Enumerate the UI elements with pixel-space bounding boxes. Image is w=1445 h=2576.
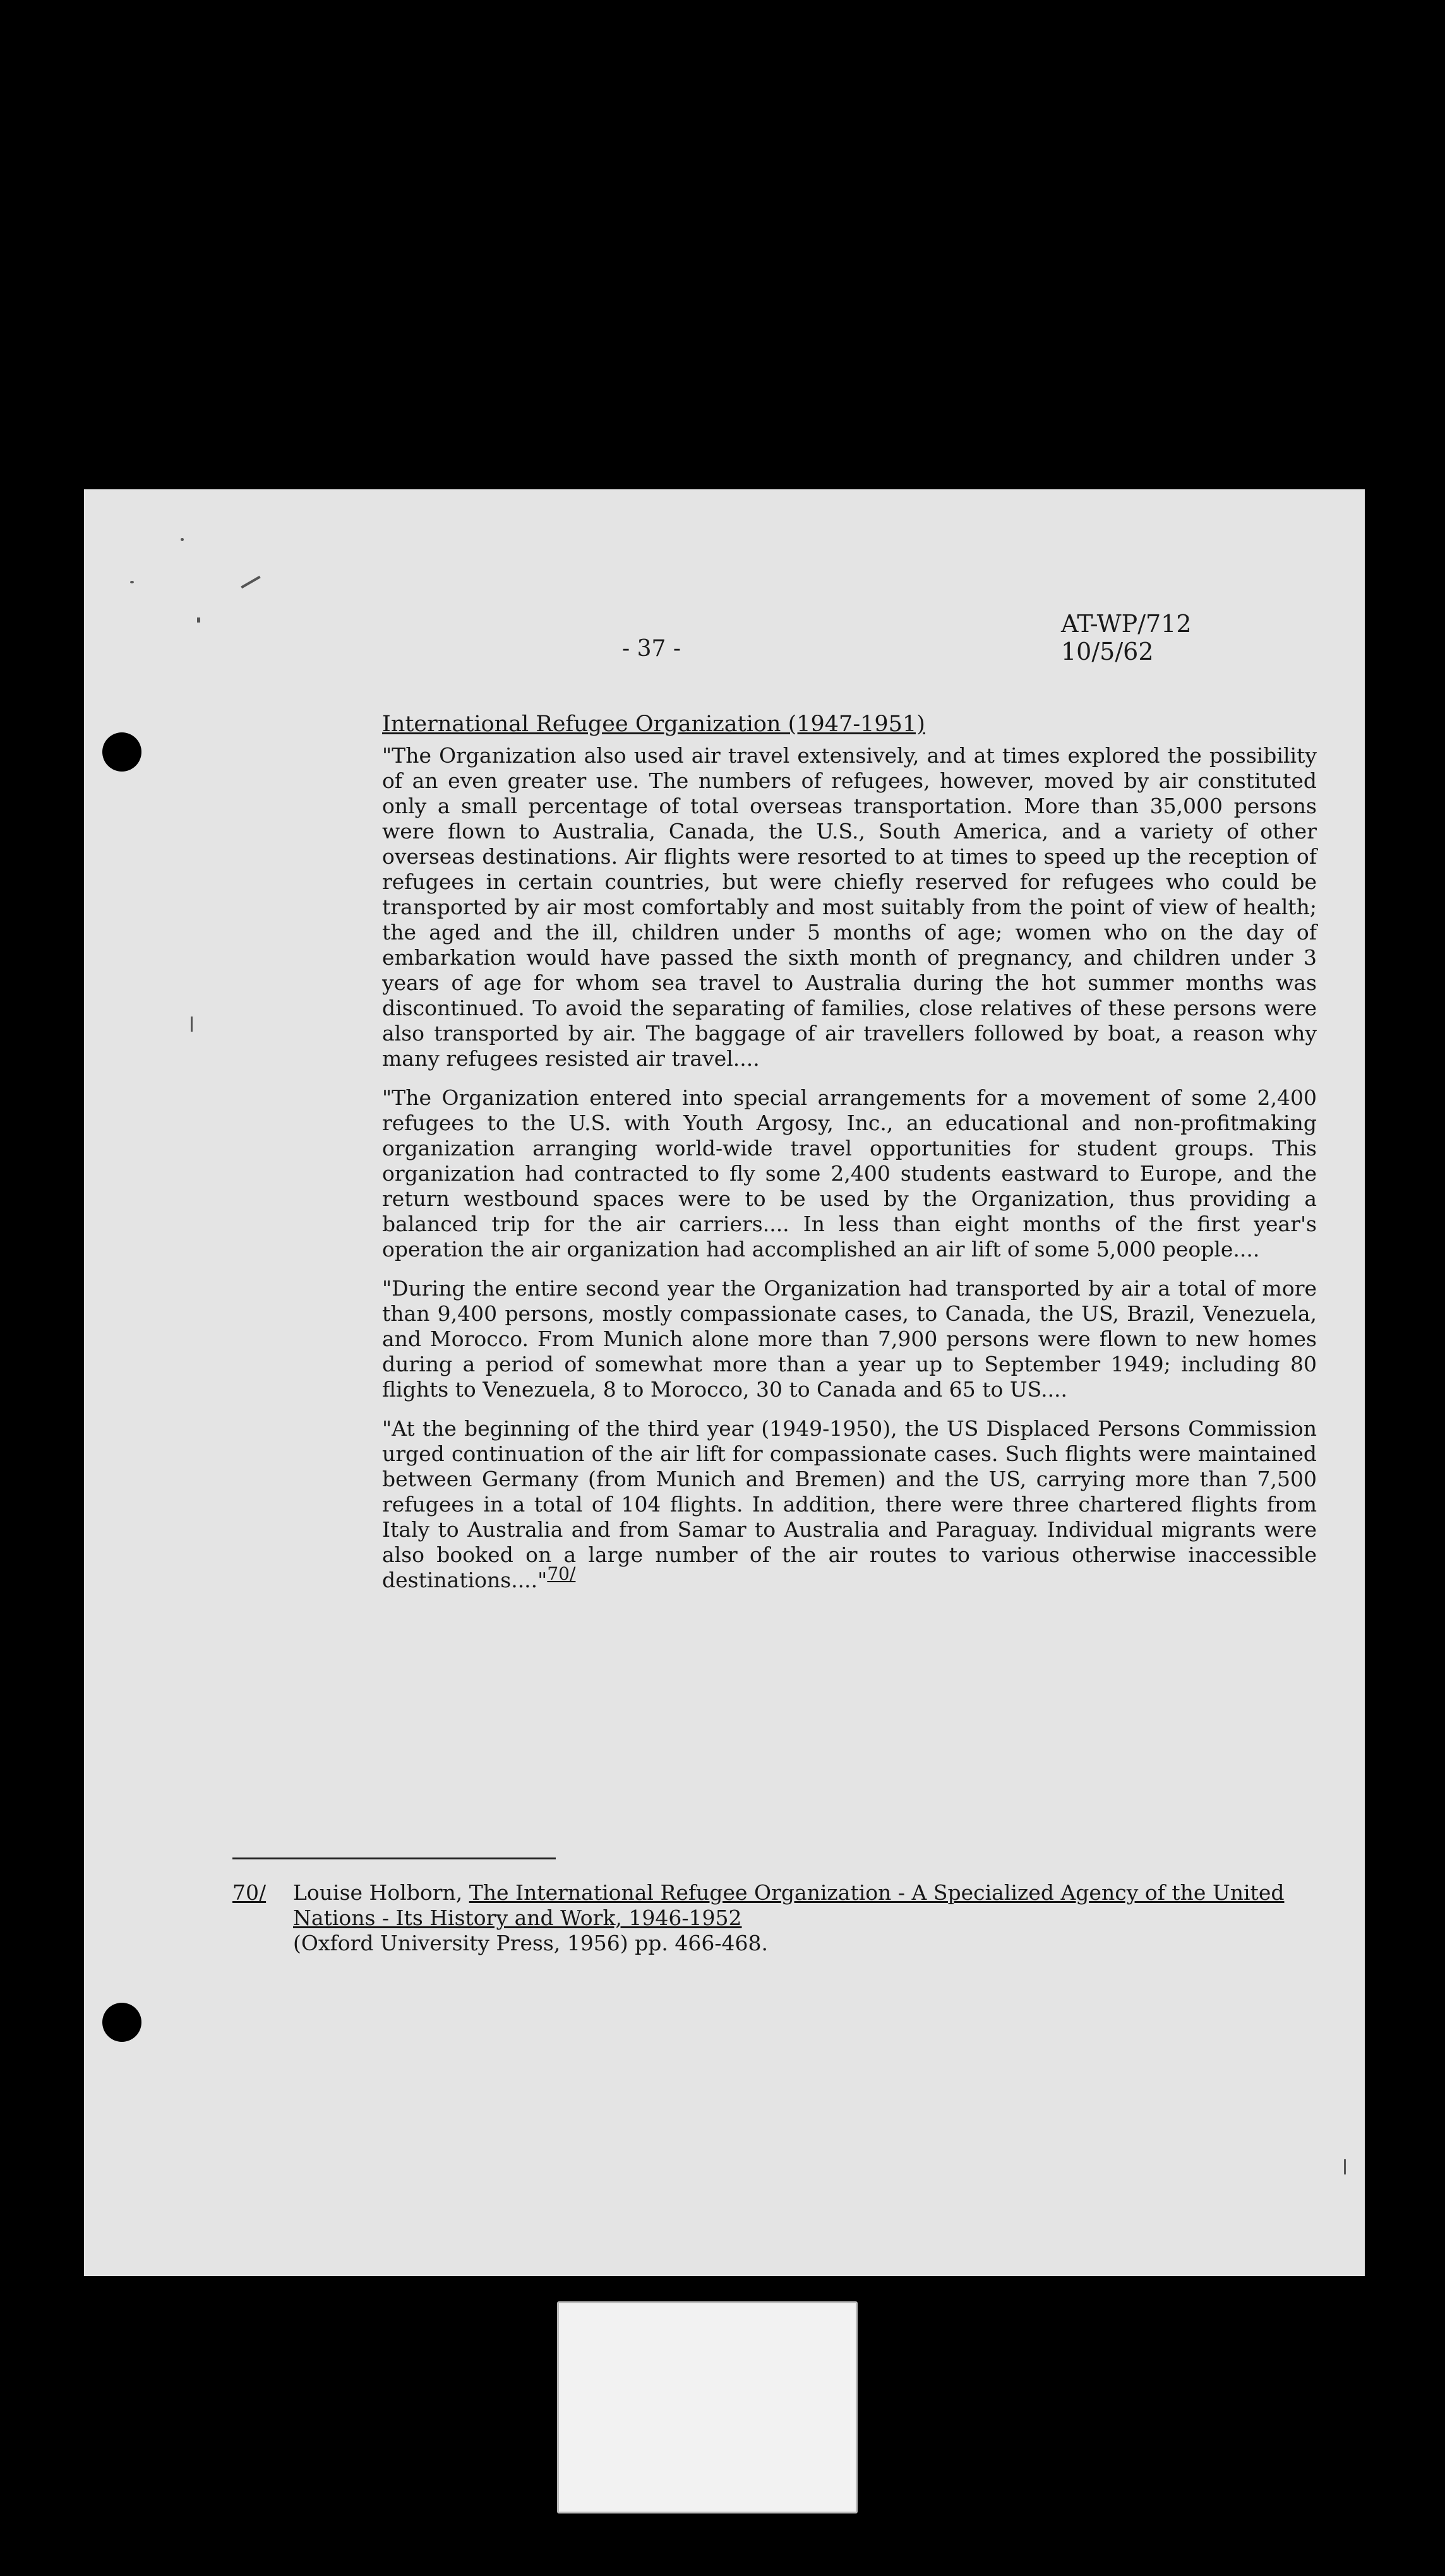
speck-mark: [181, 538, 184, 541]
speck-mark: [191, 1017, 193, 1032]
footnote-publisher: (Oxford University Press, 1956) pp. 466-468.: [293, 1931, 769, 1955]
paragraph-1: "The Organization also used air travel extensively, and at times explored the possibility of an even greater use. The numbers of refugees, however, moved by air constituted only a small percentage of total overseas transportation. More than 35,000 persons were flown to Australia, Canada, the U.S., South America, and a variety of other overseas destinations. Air flights were resorted to at times to speed up the reception of refugees in certain countries, but were chiefly reserved for refugees who could be transported by air most comfortably and most suitably from the point of view of health; the aged and the ill, children under 5 months of age; women who on the day of embarkation would have passed the sixth month of pregnancy, and children under 3 years of age for whom sea travel to Australia during the hot summer months was discontinued. To avoid the separating of families, close relatives of these persons were also transported by air. The baggage of air travellers followed by boat, a reason why many refugees resisted air travel....: [382, 743, 1317, 1071]
paragraph-4: [382, 1416, 1317, 1593]
paragraph-3: "During the entire second year the Organization had transported by air a total of more than 9,400 persons, mostly compassionate cases, to Canada, the US, Brazil, Venezuela, and Morocco. From Munich alone more than 7,900 persons were flown to new homes during a period of somewhat more than a year up to September 1949; including 80 flights to Venezuela, 8 to Morocco, 30 to Canada and 65 to US....: [382, 1276, 1317, 1402]
speck-mark: [197, 617, 200, 623]
document-meta: [1061, 610, 1192, 665]
footnote-divider: [232, 1857, 556, 1859]
document-id: AT-WP/712: [1061, 610, 1192, 638]
speck-mark: [130, 581, 134, 583]
paragraph-2: "The Organization entered into special arrangements for a movement of some 2,400 refugees to the U.S. with Youth Argosy, Inc., an educational and non-profitmaking organization arranging world-wide travel opportunities for student groups. This organization had contracted to fly some 2,400 students eastward to Europe, and the return westbound spaces were to be used by the Organization, thus providing a balanced trip for the air carriers.... In less than eight months of the first year's operation the air organization had accomplished an air lift of some 5,000 people....: [382, 1085, 1317, 1261]
punch-hole-bottom: [102, 2003, 141, 2042]
footnote-title: The International Refugee Organization - A Specialized Agency of the United Nations - Its History and Work, 1946-1952: [293, 1880, 1285, 1930]
section-title: International Refugee Organization (1947-1951): [382, 712, 925, 737]
microfilm-target-card: [557, 2301, 858, 2513]
footnote-reference: 70/: [547, 1563, 576, 1584]
footnote-author: Louise Holborn,: [293, 1880, 469, 1905]
page-number: - 37 -: [622, 636, 681, 662]
footnote-marker: 70/: [232, 1880, 267, 1905]
punch-hole-top: [102, 732, 141, 772]
footnote-citation: [293, 1880, 1304, 1956]
speck-mark: [1344, 2159, 1346, 2174]
paragraph-4-text: "At the beginning of the third year (1949-1950), the US Displaced Persons Commission urged continuation of the air lift for compassionate cases. Such flights were maintained between Germany (from Munich and Bremen) and the US, carrying more than 7,500 refugees in a total of 104 flights. In addition, there were three chartered flights from Italy to Australia and from Samar to Australia and Paraguay. Individual migrants were also booked on a large number of the air routes to various otherwise inaccessible destinations....": [382, 1416, 1317, 1592]
body-text: [382, 712, 1317, 1607]
document-date: 10/5/62: [1061, 638, 1154, 665]
